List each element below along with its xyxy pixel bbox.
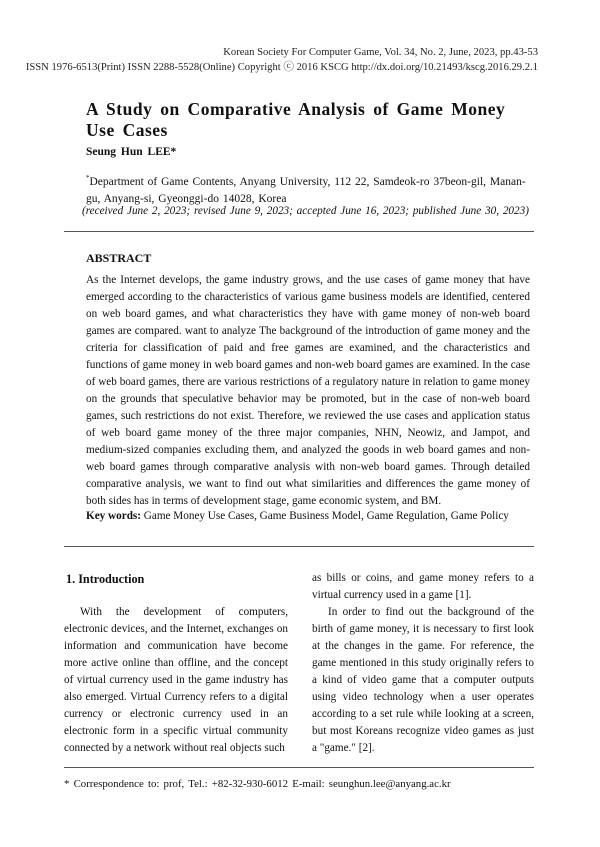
- keywords-text: Game Money Use Cases, Game Business Model, Game Regulation, Game Policy: [143, 510, 509, 522]
- divider-top: [64, 231, 534, 232]
- affiliation: [86, 170, 526, 208]
- footnote-divider: [64, 767, 534, 768]
- paper-title: A Study on Comparative Analysis of Game Money Use Cases: [86, 99, 506, 140]
- correspondence-footnote: * Correspondence to: prof, Tel.: +82-32-930-6012 E-mail: seunghun.lee@anyang.ac.kr: [64, 778, 451, 790]
- intro-left-column: With the development of computers, electronic devices, and the Internet, exchanges on information and communication have become more active online than offline, and the concept of virtual currency used in the game industry has also emerged. Virtual Currency refers to a digital currency or electronic currency used in an electronic form in a specific virtual community connected by a network without real objects such: [64, 606, 288, 754]
- abstract-body: As the Internet develops, the game industry grows, and the use cases of game money that have emerged according to the characteristics of various game business models are identified, centered on web board games, and what characteristics they have with game money of non-web board games are compared. want to analyze The background of the introduction of game money and the criteria for classification of paid and free games are examined, and the characteristics and functions of game money in web board games and non-web board games are examined. In the case of web board games, there are various restrictions of a regulatory nature in relation to game money on the grounds that speculative behavior may be promoted, but in the case of non-web board games, such restrictions do not exist. Therefore, we reviewed the use cases and application status of web board game money of the three major companies, NHN, Neowiz, and Jampot, and medium-sized companies excluding them, and analyzed the goods in web board games and non-web board games through comparative analysis with non-web board games. Through detailed comparative analysis, we want to find out what similarities and differences the game money of both sides has in terms of development stage, game economic system, and BM.: [86, 274, 530, 507]
- journal-header: Korean Society For Computer Game, Vol. 34, No. 2, June, 2023, pp.43-53: [223, 47, 538, 58]
- section-heading-introduction: 1. Introduction: [66, 572, 145, 586]
- divider-bottom: [64, 546, 534, 547]
- keywords: [86, 510, 530, 522]
- abstract-heading: ABSTRACT: [86, 251, 152, 265]
- intro-right-paragraph-2: In order to find out the background of the birth of game money, it is necessary to first look at the changes in the game. For reference, the game mentioned in this study originally refers to a kind of video game that a computer outputs using video technology when a user operates according to a set rule while looking at a screen, but most Koreans recognize video games as just a "game." [2].: [312, 606, 534, 754]
- author-name: Seung Hun LEE*: [86, 146, 177, 158]
- keywords-label: Key words:: [86, 510, 141, 522]
- intro-right-column: [312, 570, 534, 757]
- intro-right-paragraph-1: as bills or coins, and game money refers to a virtual currency used in a game [1].: [312, 572, 534, 601]
- received-dates: (received June 2, 2023; revised June 9, 2023; accepted June 16, 2023; published June 30, 2023): [82, 205, 529, 217]
- affiliation-mark: *: [86, 174, 90, 182]
- affiliation-text: Department of Game Contents, Anyang University, 112 22, Samdeok-ro 37beon-gil, Manan-gu, Anyang-si, Gyeonggi-do 14028, Korea: [86, 176, 526, 205]
- issn-line: ISSN 1976-6513(Print) ISSN 2288-5528(Online) Copyright ⓒ 2016 KSCG http://dx.doi.org/10.21493/kscg.2016.29.2.1: [25, 62, 538, 73]
